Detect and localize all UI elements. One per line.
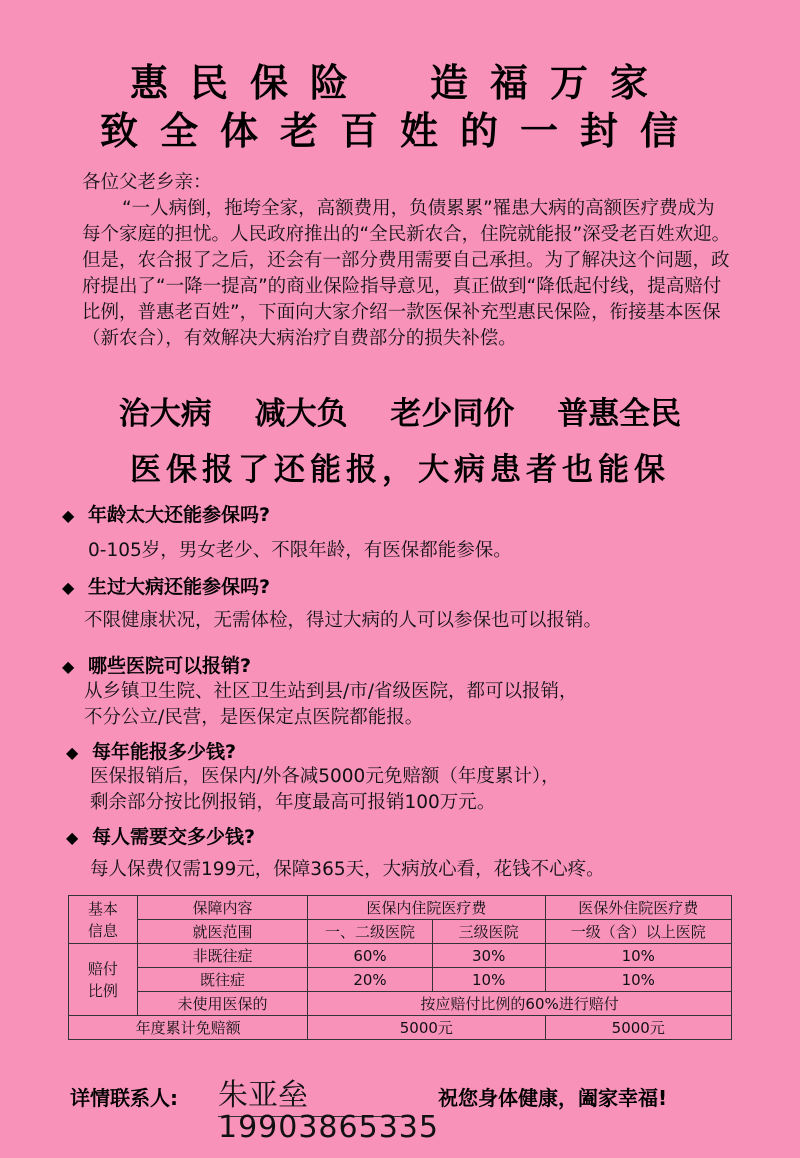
table-cell: 10%: [432, 968, 545, 992]
table-cell: 保障内容: [137, 896, 307, 920]
slogan-item: 老少同价: [390, 396, 515, 432]
faq-answer-line: 医保报销后，医保内/外各减5000元免赔额（年度累计），: [90, 766, 560, 787]
diamond-bullet-icon: ◆: [62, 506, 75, 525]
faq-answer-line: 不分公立/民营，是医保定点医院都能报。: [84, 707, 424, 728]
table-cell: 医保内住院医疗费: [308, 896, 545, 920]
table-cell: 20%: [308, 968, 433, 992]
table-cell: 非既往症: [137, 944, 307, 968]
faq-answer-line: 剩余部分按比例报销，年度最高可报销100万元。: [90, 792, 496, 813]
slogan-line-1: [0, 388, 800, 433]
faq-question-text: 每年能报多少钱?: [92, 741, 237, 763]
faq-question-text: 年龄太大还能参保吗?: [88, 504, 271, 526]
faq-question: [66, 822, 255, 849]
table-cell: 60%: [308, 944, 433, 968]
table-row: [69, 1016, 732, 1040]
title-line-2: 致全体老百姓的一封信: [99, 109, 700, 153]
table-row: [69, 896, 732, 920]
faq-question: [62, 500, 270, 527]
coverage-table: [68, 895, 732, 1040]
faq-answer: 每人保费仅需199元，保障365天，大病放心看，花钱不心疼。: [90, 859, 605, 880]
slogan-item: 普惠全民: [557, 396, 682, 432]
diamond-bullet-icon: ◆: [66, 743, 79, 762]
table-row: [69, 944, 732, 968]
table-cell: 既往症: [137, 968, 307, 992]
table-cell: 未使用医保的: [137, 992, 307, 1016]
slogan-line-2: 医保报了还能报，大病患者也能保: [130, 452, 670, 488]
table-row: [69, 968, 732, 992]
table-cell: 10%: [545, 968, 732, 992]
table-cell: 一、二级医院: [308, 920, 433, 944]
table-cell: 30%: [432, 944, 545, 968]
faq-question-text: 哪些医院可以报销?: [88, 655, 252, 677]
table-cell: 10%: [545, 944, 732, 968]
contact-name: 朱亚垒: [218, 1070, 408, 1117]
table-cell: 年度累计免赔额: [69, 1016, 308, 1040]
diamond-bullet-icon: ◆: [62, 578, 75, 597]
letter-body: [82, 170, 732, 352]
table-cell: 基本 信息: [69, 896, 138, 944]
slogan-item: 减大负: [254, 396, 348, 432]
diamond-bullet-icon: ◆: [66, 828, 79, 847]
title-line-1: 惠民保险 造福万家: [129, 61, 670, 105]
faq-answer: 0-105岁，男女老少、不限年龄，有医保都能参保。: [88, 540, 512, 561]
contact-label: 详情联系人:: [70, 1086, 178, 1110]
faq-answer: 不限健康状况，无需体检，得过大病的人可以参保也可以报销。: [84, 610, 603, 631]
table-cell: 医保外住院医疗费: [545, 896, 732, 920]
faq-question-text: 每人需要交多少钱?: [92, 826, 256, 848]
table-cell: 5000元: [545, 1016, 732, 1040]
table-cell: 一级（含）以上医院: [545, 920, 732, 944]
faq-question: [62, 572, 270, 599]
faq-question: [62, 651, 251, 678]
faq-question: [66, 737, 236, 764]
table-cell: 5000元: [308, 1016, 545, 1040]
table-cell: 三级医院: [432, 920, 545, 944]
table-row: [69, 920, 732, 944]
blessing-text: 祝您身体健康，阖家幸福!: [438, 1086, 668, 1110]
table-cell: 就医范围: [137, 920, 307, 944]
faq-answer-line: 从乡镇卫生院、社区卫生站到县/市/省级医院，都可以报销，: [84, 681, 578, 702]
letter-paragraph: “一人病倒，拖垮全家，高额费用，负债累累”罹患大病的高额医疗费成为每个家庭的担忧。人民政府推出的“全民新农合，住院就能报”深受老百姓欢迎。但是，农合报了之后，还会有一部分费用需要自己承担。为了解决这个问题，政府提出了“一降一提高”的商业保险指导意见，真正做到“降低起付线，提高赔付比例，普惠老百姓”，下面向大家介绍一款医保补充型惠民保险，衔接基本医保（新农合），有效解决大病治疗自费部分的损失补偿。: [82, 198, 731, 349]
contact-phone: 19903865335: [218, 1110, 439, 1145]
table-row: [69, 992, 732, 1016]
diamond-bullet-icon: ◆: [62, 657, 75, 676]
table-cell: 赔付 比例: [69, 944, 138, 1016]
letter-greeting: 各位父老乡亲：: [82, 172, 212, 193]
table-cell: 按应赔付比例的60%进行赔付: [308, 992, 732, 1016]
faq-question-text: 生过大病还能参保吗?: [88, 576, 271, 598]
slogan-item: 治大病: [118, 396, 212, 432]
